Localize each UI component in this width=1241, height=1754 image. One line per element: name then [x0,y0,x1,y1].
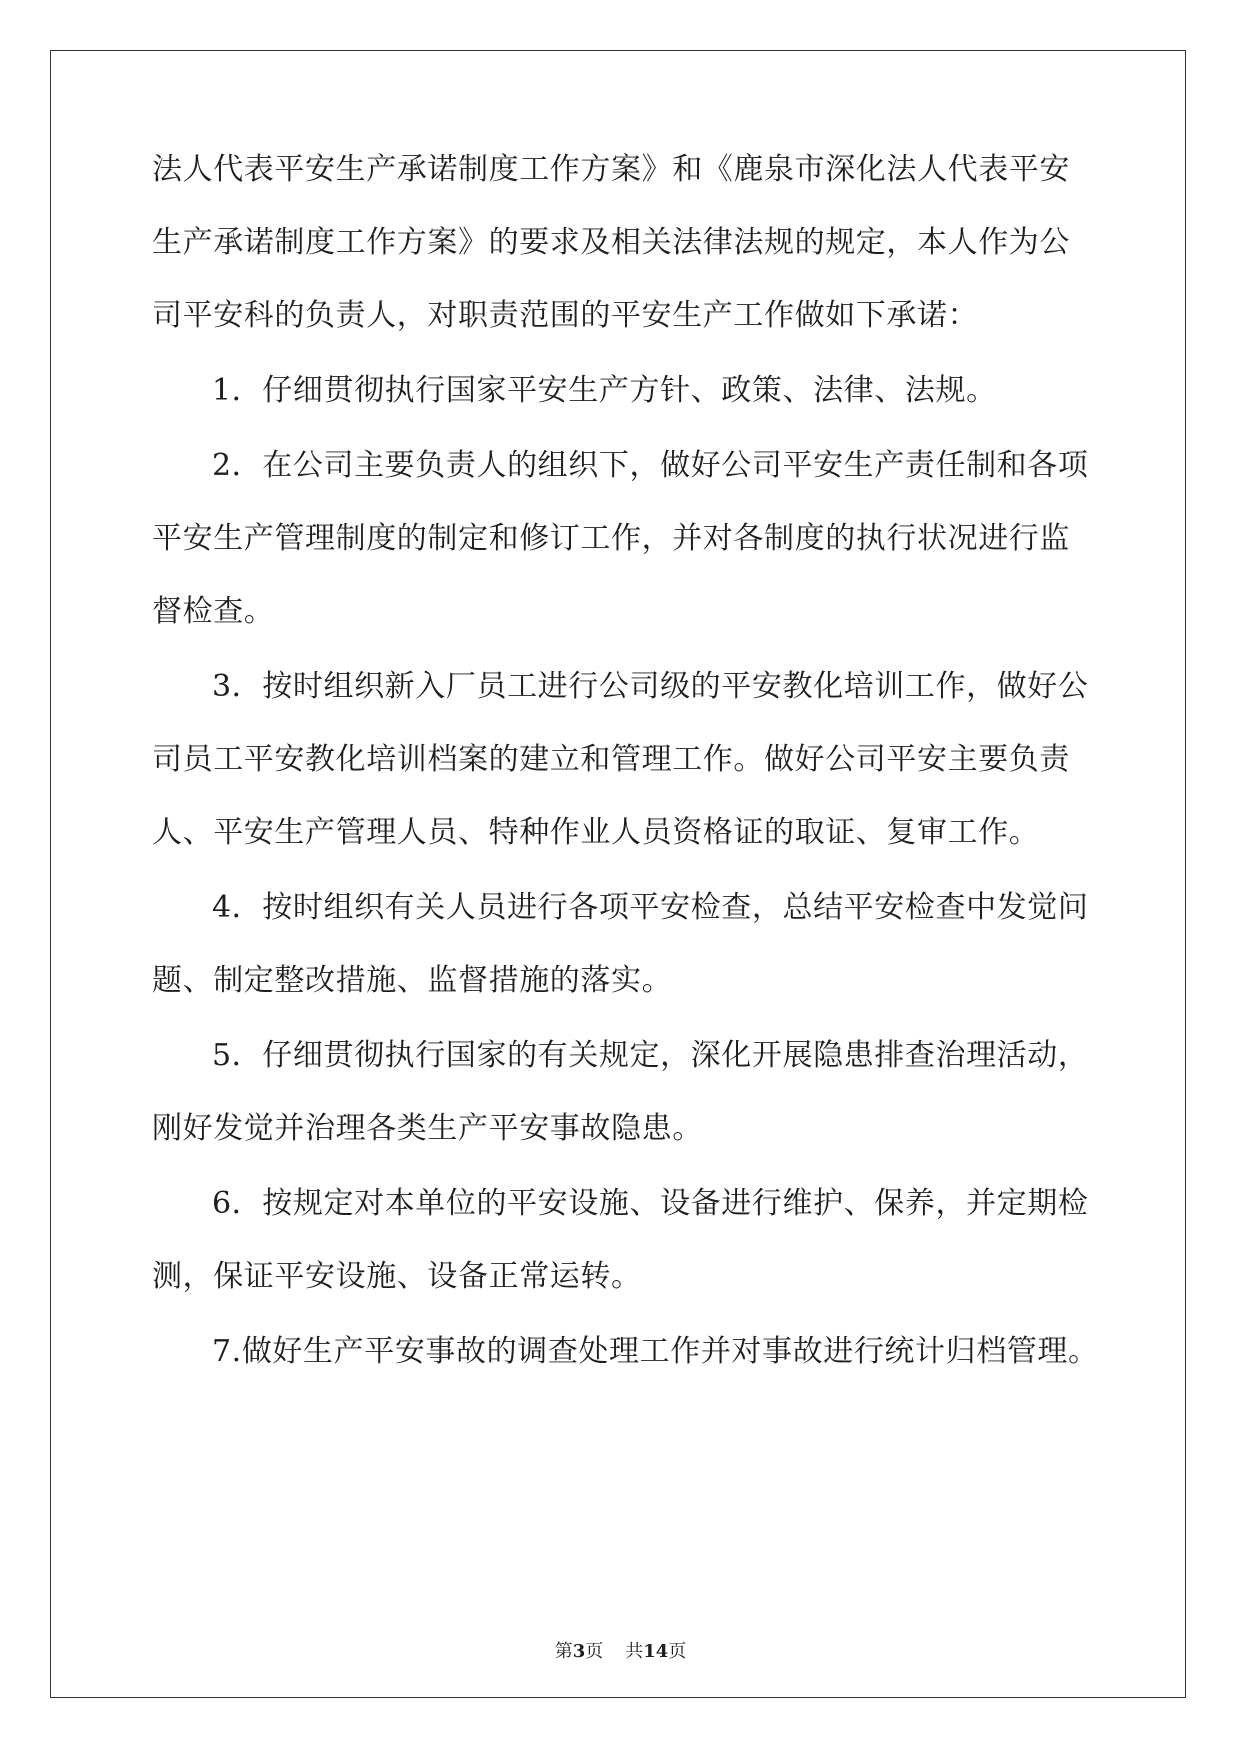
paragraph-2-line: 2．在公司主要负责人的组织下，做好公司平安生产责任制和各项 [212,448,1089,483]
text-line: 测，保证平安设施、设备正常运转。 [152,1259,642,1294]
page-label-prefix: 第 [554,1641,573,1662]
text-line: 督检查。 [152,594,275,629]
total-label-suffix: 页 [668,1641,687,1662]
text-line: 题、制定整改措施、监督措施的落实。 [152,963,673,998]
text-line: 人、平安生产管理人员、特种作业人员资格证的取证、复审工作。 [152,815,1040,850]
text-line: 平安生产管理制度的制定和修订工作，并对各制度的执行状况进行监 [152,521,1070,556]
page-footer [0,1640,1241,1664]
text-line: 法人代表平安生产承诺制度工作方案》和《鹿泉市深化法人代表平安 [152,152,1070,187]
page-label-suffix: 页 [585,1641,604,1662]
paragraph-4-line: 4．按时组织有关人员进行各项平安检查，总结平安检查中发觉问 [212,890,1089,925]
text-line: 生产承诺制度工作方案》的要求及相关法律法规的规定，本人作为公 [152,225,1070,260]
paragraph-1-line: 1．仔细贯彻执行国家平安生产方针、政策、法律、法规。 [212,373,997,408]
page-number: 3 [572,1641,586,1662]
paragraph-3-line: 3．按时组织新入厂员工进行公司级的平安教化培训工作，做好公 [212,669,1089,704]
paragraph-7-line: 7.做好生产平安事故的调查处理工作并对事故进行统计归档管理。 [212,1334,1099,1369]
paragraph-6-line: 6．按规定对本单位的平安设施、设备进行维护、保养，并定期检 [212,1186,1089,1221]
text-line: 司平安科的负责人，对职责范围的平安生产工作做如下承诺： [152,298,979,333]
total-pages: 14 [643,1641,669,1662]
total-label-prefix: 共 [625,1641,644,1662]
text-line: 司员工平安教化培训档案的建立和管理工作。做好公司平安主要负责 [152,742,1070,777]
paragraph-5-line: 5．仔细贯彻执行国家的有关规定，深化开展隐患排查治理活动， [212,1038,1089,1073]
text-line: 刚好发觉并治理各类生产平安事故隐患。 [152,1111,703,1146]
